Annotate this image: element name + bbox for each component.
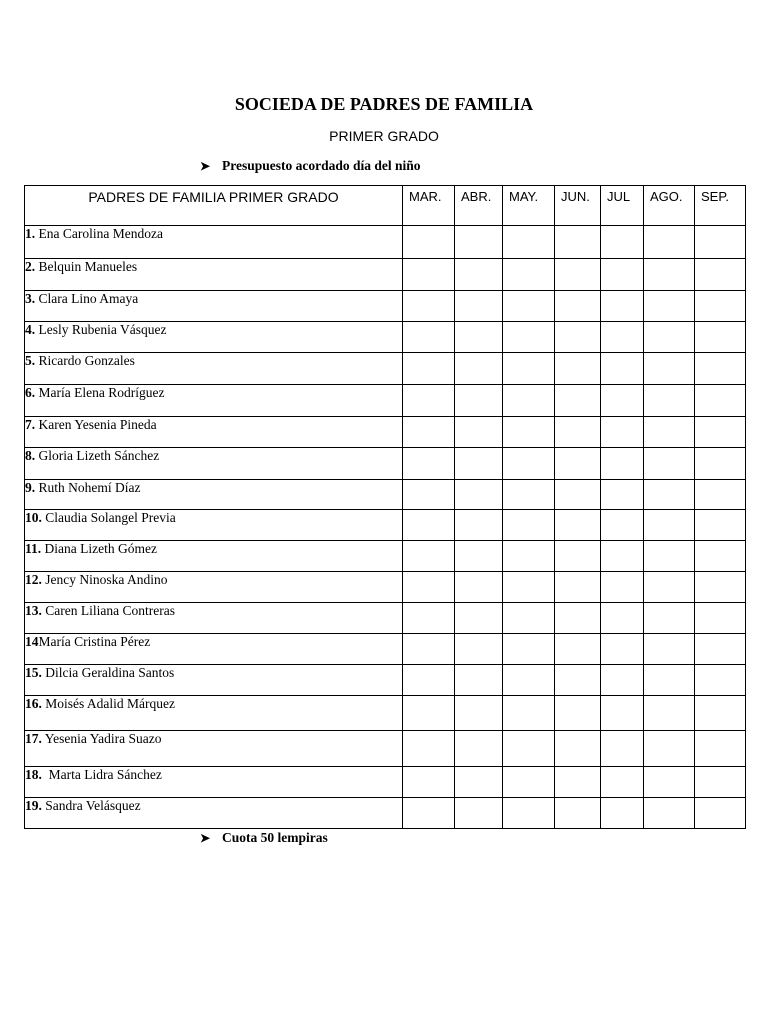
payment-cell[interactable] bbox=[555, 696, 601, 731]
payment-cell[interactable] bbox=[403, 665, 455, 696]
payment-cell[interactable] bbox=[695, 480, 746, 510]
row-number: 15. bbox=[25, 665, 42, 680]
payment-cell[interactable] bbox=[644, 417, 695, 448]
payment-cell[interactable] bbox=[644, 510, 695, 541]
parent-name: Clara Lino Amaya bbox=[35, 291, 139, 306]
payment-cell[interactable] bbox=[644, 353, 695, 385]
table-row bbox=[25, 798, 746, 829]
payment-cell[interactable] bbox=[695, 259, 746, 291]
payment-cell[interactable] bbox=[403, 480, 455, 510]
table-row bbox=[25, 665, 746, 696]
row-number: 12. bbox=[25, 572, 42, 587]
payment-cell[interactable] bbox=[601, 572, 644, 603]
payment-cell[interactable] bbox=[601, 541, 644, 572]
parents-payment-table bbox=[24, 185, 746, 829]
payment-cell[interactable] bbox=[403, 226, 455, 259]
month-header: SEP. bbox=[695, 186, 746, 226]
payment-cell[interactable] bbox=[555, 259, 601, 291]
payment-cell[interactable] bbox=[555, 510, 601, 541]
parent-name-cell bbox=[25, 665, 403, 696]
payment-cell[interactable] bbox=[503, 541, 555, 572]
payment-cell[interactable] bbox=[403, 510, 455, 541]
payment-cell[interactable] bbox=[695, 291, 746, 322]
payment-cell[interactable] bbox=[503, 417, 555, 448]
month-header: MAY. bbox=[503, 186, 555, 226]
table-row bbox=[25, 417, 746, 448]
parent-name-cell bbox=[25, 322, 403, 353]
parent-name: Lesly Rubenia Vásquez bbox=[35, 322, 167, 337]
month-header: JUL bbox=[601, 186, 644, 226]
row-number: 14 bbox=[25, 634, 39, 649]
payment-cell[interactable] bbox=[644, 541, 695, 572]
payment-cell[interactable] bbox=[455, 665, 503, 696]
payment-cell[interactable] bbox=[601, 798, 644, 829]
table-row bbox=[25, 226, 746, 259]
row-number: 13. bbox=[25, 603, 42, 618]
table-row bbox=[25, 572, 746, 603]
payment-cell[interactable] bbox=[403, 603, 455, 634]
payment-cell[interactable] bbox=[503, 353, 555, 385]
row-number: 5. bbox=[25, 353, 36, 368]
row-number: 19. bbox=[25, 798, 42, 813]
fee-note-text: Cuota 50 lempiras bbox=[222, 830, 328, 845]
payment-cell[interactable] bbox=[403, 259, 455, 291]
payment-cell[interactable] bbox=[695, 634, 746, 665]
payment-cell[interactable] bbox=[455, 480, 503, 510]
payment-cell[interactable] bbox=[695, 665, 746, 696]
parent-name: Marta Lidra Sánchez bbox=[41, 767, 162, 782]
table-row bbox=[25, 603, 746, 634]
payment-cell[interactable] bbox=[601, 291, 644, 322]
payment-cell[interactable] bbox=[555, 603, 601, 634]
parent-name: Moisés Adalid Márquez bbox=[41, 696, 175, 711]
parent-name: Sandra Velásquez bbox=[41, 798, 141, 813]
payment-cell[interactable] bbox=[555, 291, 601, 322]
payment-cell[interactable] bbox=[555, 798, 601, 829]
table-row bbox=[25, 480, 746, 510]
payment-cell[interactable] bbox=[644, 259, 695, 291]
payment-cell[interactable] bbox=[503, 322, 555, 353]
payment-cell[interactable] bbox=[455, 226, 503, 259]
payment-cell[interactable] bbox=[403, 448, 455, 480]
payment-cell[interactable] bbox=[644, 603, 695, 634]
payment-cell[interactable] bbox=[455, 385, 503, 417]
document-subtitle: PRIMER GRADO bbox=[329, 128, 439, 144]
payment-cell[interactable] bbox=[455, 541, 503, 572]
payment-cell[interactable] bbox=[555, 226, 601, 259]
payment-cell[interactable] bbox=[555, 634, 601, 665]
row-number: 7. bbox=[25, 417, 36, 432]
payment-cell[interactable] bbox=[695, 322, 746, 353]
table-row bbox=[25, 353, 746, 385]
payment-cell[interactable] bbox=[695, 603, 746, 634]
payment-cell[interactable] bbox=[455, 696, 503, 731]
document-title: SOCIEDA DE PADRES DE FAMILIA bbox=[234, 94, 534, 114]
payment-cell[interactable] bbox=[695, 510, 746, 541]
table-row bbox=[25, 291, 746, 322]
month-header: AGO. bbox=[644, 186, 695, 226]
parent-name: Ricardo Gonzales bbox=[35, 353, 135, 368]
payment-cell[interactable] bbox=[503, 385, 555, 417]
payment-cell[interactable] bbox=[695, 731, 746, 767]
payment-cell[interactable] bbox=[601, 448, 644, 480]
table-row bbox=[25, 322, 746, 353]
parent-name: Diana Lizeth Gómez bbox=[41, 541, 157, 556]
row-number: 10. bbox=[25, 510, 42, 525]
row-number: 1. bbox=[25, 226, 36, 241]
payment-cell[interactable] bbox=[455, 291, 503, 322]
row-number: 2. bbox=[25, 259, 36, 274]
payment-cell[interactable] bbox=[601, 259, 644, 291]
parent-name: Claudia Solangel Previa bbox=[41, 510, 176, 525]
payment-cell[interactable] bbox=[601, 767, 644, 798]
payment-cell[interactable] bbox=[403, 798, 455, 829]
parent-name: Caren Liliana Contreras bbox=[41, 603, 175, 618]
payment-cell[interactable] bbox=[644, 665, 695, 696]
payment-cell[interactable] bbox=[695, 798, 746, 829]
payment-cell[interactable] bbox=[644, 767, 695, 798]
parent-name-cell bbox=[25, 731, 403, 767]
payment-cell[interactable] bbox=[503, 731, 555, 767]
parent-name: Belquin Manueles bbox=[35, 259, 138, 274]
payment-cell[interactable] bbox=[403, 385, 455, 417]
name-column-header: PADRES DE FAMILIA PRIMER GRADO bbox=[25, 186, 403, 226]
payment-cell[interactable] bbox=[555, 731, 601, 767]
payment-cell[interactable] bbox=[555, 480, 601, 510]
payment-cell[interactable] bbox=[601, 353, 644, 385]
payment-cell[interactable] bbox=[455, 448, 503, 480]
payment-cell[interactable] bbox=[601, 731, 644, 767]
arrow-bullet-icon: ➤ bbox=[200, 158, 211, 173]
month-header: ABR. bbox=[455, 186, 503, 226]
payment-cell[interactable] bbox=[503, 798, 555, 829]
parent-name-cell bbox=[25, 226, 403, 259]
payment-cell[interactable] bbox=[455, 417, 503, 448]
payment-cell[interactable] bbox=[455, 322, 503, 353]
payment-cell[interactable] bbox=[555, 572, 601, 603]
row-number: 8. bbox=[25, 448, 36, 463]
payment-cell[interactable] bbox=[644, 291, 695, 322]
parent-name-cell bbox=[25, 798, 403, 829]
payment-cell[interactable] bbox=[601, 322, 644, 353]
payment-cell[interactable] bbox=[601, 226, 644, 259]
parent-name: María Cristina Pérez bbox=[38, 634, 151, 649]
parent-name: Ruth Nohemí Díaz bbox=[35, 480, 141, 495]
payment-cell[interactable] bbox=[644, 480, 695, 510]
parent-name: Gloria Lizeth Sánchez bbox=[35, 448, 160, 463]
row-number: 11. bbox=[25, 541, 42, 556]
payment-cell[interactable] bbox=[601, 417, 644, 448]
payment-cell[interactable] bbox=[695, 541, 746, 572]
table-row bbox=[25, 767, 746, 798]
payment-cell[interactable] bbox=[695, 448, 746, 480]
payment-cell[interactable] bbox=[555, 767, 601, 798]
parent-name-cell bbox=[25, 480, 403, 510]
payment-cell[interactable] bbox=[455, 353, 503, 385]
row-number: 17. bbox=[25, 731, 42, 746]
payment-cell[interactable] bbox=[695, 226, 746, 259]
parent-name: Ena Carolina Mendoza bbox=[35, 226, 163, 241]
payment-cell[interactable] bbox=[403, 731, 455, 767]
payment-cell[interactable] bbox=[455, 259, 503, 291]
payment-cell[interactable] bbox=[555, 448, 601, 480]
parent-name-cell bbox=[25, 448, 403, 480]
payment-cell[interactable] bbox=[503, 665, 555, 696]
payment-cell[interactable] bbox=[644, 448, 695, 480]
row-number: 3. bbox=[25, 291, 36, 306]
payment-cell[interactable] bbox=[503, 696, 555, 731]
payment-cell[interactable] bbox=[695, 767, 746, 798]
parent-name-cell bbox=[25, 259, 403, 291]
payment-cell[interactable] bbox=[695, 385, 746, 417]
payment-cell[interactable] bbox=[403, 634, 455, 665]
parent-name: Jency Ninoska Andino bbox=[41, 572, 168, 587]
parent-name: Yesenia Yadira Suazo bbox=[41, 731, 162, 746]
payment-cell[interactable] bbox=[695, 572, 746, 603]
payment-cell[interactable] bbox=[695, 696, 746, 731]
row-number: 16. bbox=[25, 696, 42, 711]
budget-note-text: Presupuesto acordado día del niño bbox=[222, 158, 421, 173]
payment-cell[interactable] bbox=[503, 603, 555, 634]
parent-name: Karen Yesenia Pineda bbox=[35, 417, 157, 432]
payment-cell[interactable] bbox=[555, 665, 601, 696]
table-row bbox=[25, 259, 746, 291]
payment-cell[interactable] bbox=[601, 603, 644, 634]
parent-name-cell bbox=[25, 634, 403, 665]
parent-name-cell bbox=[25, 385, 403, 417]
parent-name: María Elena Rodríguez bbox=[35, 385, 165, 400]
payment-cell[interactable] bbox=[644, 385, 695, 417]
payment-cell[interactable] bbox=[601, 510, 644, 541]
table-row bbox=[25, 510, 746, 541]
row-number: 6. bbox=[25, 385, 36, 400]
budget-note bbox=[200, 158, 421, 174]
arrow-bullet-icon: ➤ bbox=[200, 830, 211, 845]
table-row bbox=[25, 731, 746, 767]
table-row bbox=[25, 634, 746, 665]
payment-cell[interactable] bbox=[601, 696, 644, 731]
payment-cell[interactable] bbox=[403, 572, 455, 603]
parent-name-cell bbox=[25, 603, 403, 634]
payment-cell[interactable] bbox=[455, 634, 503, 665]
payment-cell[interactable] bbox=[555, 353, 601, 385]
payment-cell[interactable] bbox=[644, 731, 695, 767]
payment-cell[interactable] bbox=[455, 510, 503, 541]
payment-cell[interactable] bbox=[403, 291, 455, 322]
table-row bbox=[25, 385, 746, 417]
fee-note bbox=[200, 830, 328, 846]
table-row bbox=[25, 541, 746, 572]
payment-cell[interactable] bbox=[695, 417, 746, 448]
payment-cell[interactable] bbox=[503, 448, 555, 480]
payment-cell[interactable] bbox=[403, 541, 455, 572]
payment-cell[interactable] bbox=[644, 572, 695, 603]
payment-cell[interactable] bbox=[644, 322, 695, 353]
payment-cell[interactable] bbox=[403, 696, 455, 731]
payment-cell[interactable] bbox=[695, 353, 746, 385]
payment-cell[interactable] bbox=[555, 541, 601, 572]
payment-cell[interactable] bbox=[644, 798, 695, 829]
payment-cell[interactable] bbox=[403, 353, 455, 385]
payment-cell[interactable] bbox=[403, 417, 455, 448]
payment-cell[interactable] bbox=[455, 731, 503, 767]
payment-cell[interactable] bbox=[503, 480, 555, 510]
payment-cell[interactable] bbox=[455, 603, 503, 634]
table-row bbox=[25, 448, 746, 480]
payment-cell[interactable] bbox=[555, 322, 601, 353]
parent-name-cell bbox=[25, 353, 403, 385]
parent-name-cell bbox=[25, 541, 403, 572]
parent-name-cell bbox=[25, 417, 403, 448]
payment-cell[interactable] bbox=[644, 634, 695, 665]
payment-cell[interactable] bbox=[503, 767, 555, 798]
row-number: 9. bbox=[25, 480, 36, 495]
payment-cell[interactable] bbox=[455, 798, 503, 829]
payment-cell[interactable] bbox=[601, 480, 644, 510]
table-header-row bbox=[25, 186, 746, 226]
payment-cell[interactable] bbox=[601, 385, 644, 417]
parent-name-cell bbox=[25, 767, 403, 798]
parent-name-cell bbox=[25, 572, 403, 603]
payment-cell[interactable] bbox=[455, 572, 503, 603]
row-number: 4. bbox=[25, 322, 36, 337]
month-header: JUN. bbox=[555, 186, 601, 226]
table-row bbox=[25, 696, 746, 731]
payment-cell[interactable] bbox=[503, 226, 555, 259]
payment-cell[interactable] bbox=[503, 572, 555, 603]
payment-cell[interactable] bbox=[403, 767, 455, 798]
payment-cell[interactable] bbox=[644, 226, 695, 259]
payment-cell[interactable] bbox=[503, 634, 555, 665]
payment-cell[interactable] bbox=[455, 767, 503, 798]
payment-cell[interactable] bbox=[503, 510, 555, 541]
payment-cell[interactable] bbox=[403, 322, 455, 353]
parent-name: Dilcia Geraldina Santos bbox=[41, 665, 175, 680]
payment-cell[interactable] bbox=[503, 259, 555, 291]
payment-cell[interactable] bbox=[555, 417, 601, 448]
parent-name-cell bbox=[25, 510, 403, 541]
payment-cell[interactable] bbox=[555, 385, 601, 417]
payment-cell[interactable] bbox=[503, 291, 555, 322]
row-number: 18. bbox=[25, 767, 42, 782]
parent-name-cell bbox=[25, 291, 403, 322]
payment-cell[interactable] bbox=[644, 696, 695, 731]
payment-cell[interactable] bbox=[601, 665, 644, 696]
payment-cell[interactable] bbox=[601, 634, 644, 665]
month-header: MAR. bbox=[403, 186, 455, 226]
parent-name-cell bbox=[25, 696, 403, 731]
